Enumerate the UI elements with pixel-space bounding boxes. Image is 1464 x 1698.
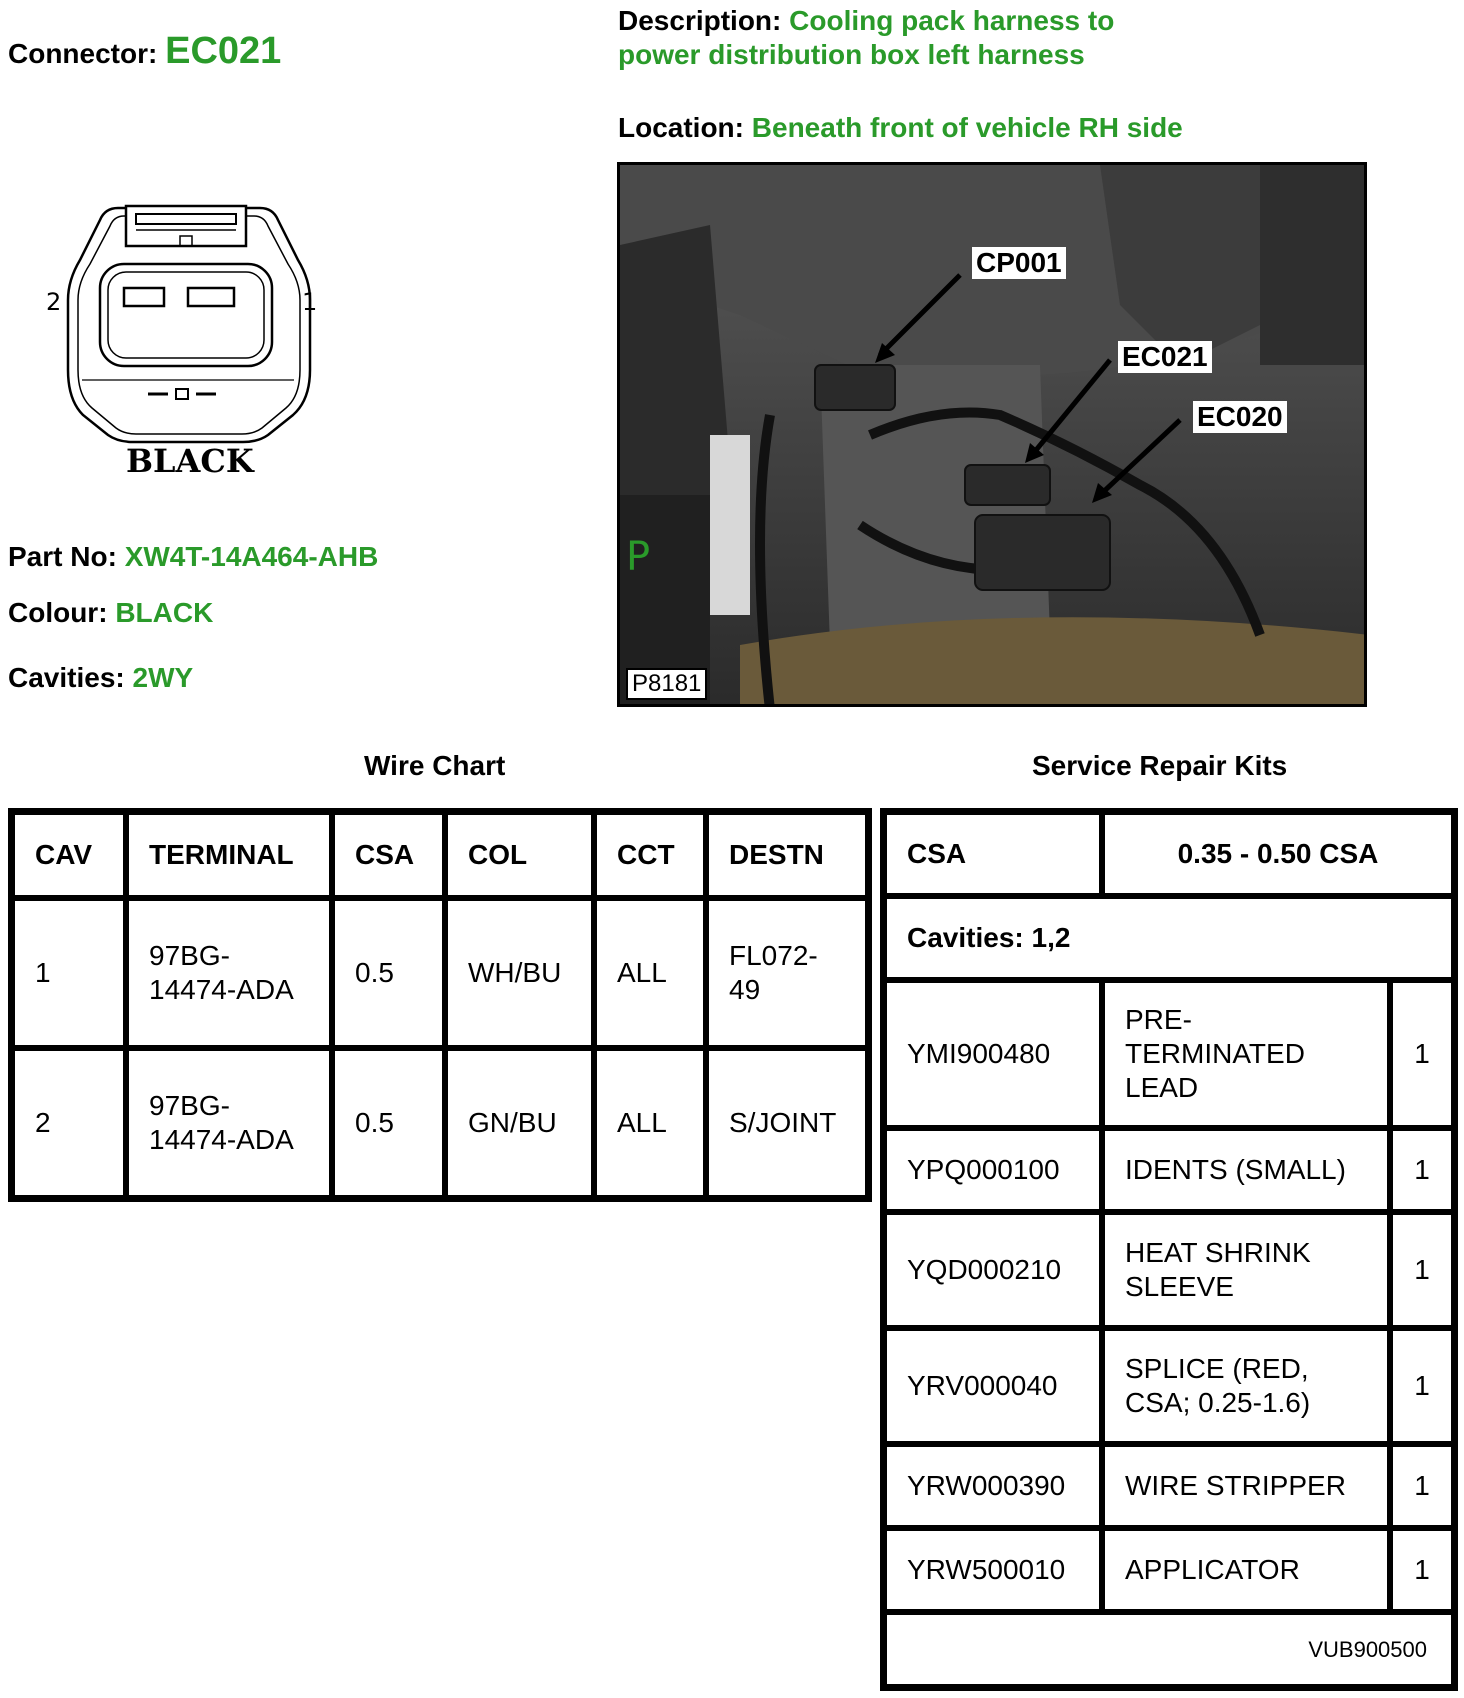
repair-kits-table [880, 808, 1458, 1691]
kit-code: YRW500010 [884, 1528, 1102, 1612]
kit-csa-label: CSA [884, 812, 1102, 896]
header-destn: DESTN [706, 812, 868, 898]
header-col: COL [445, 812, 594, 898]
kit-desc: SPLICE (RED, CSA; 0.25-1.6) [1102, 1328, 1390, 1444]
header-cct: CCT [594, 812, 706, 898]
callout-cp001: CP001 [972, 247, 1066, 279]
kit-cavities-row [884, 896, 1454, 980]
header-cav: CAV [12, 812, 126, 898]
table-row [12, 898, 868, 1048]
connector-colour-caption: BLACK [126, 442, 254, 480]
list-item [884, 980, 1454, 1128]
colour [8, 597, 213, 629]
kit-reference: VUB900500 [884, 1612, 1454, 1687]
kit-csa-row [884, 812, 1454, 896]
list-item [884, 1328, 1454, 1444]
kit-qty: 1 [1390, 1528, 1454, 1612]
kit-desc: APPLICATOR [1102, 1528, 1390, 1612]
kit-desc: PRE-TERMINATED LEAD [1102, 980, 1390, 1128]
wire-chart-table [8, 808, 872, 1202]
connector-label: Connector: [8, 38, 158, 69]
kit-reference-row [884, 1612, 1454, 1687]
kit-qty: 1 [1390, 1128, 1454, 1212]
callout-ec020: EC020 [1193, 401, 1287, 433]
header-csa: CSA [332, 812, 445, 898]
kit-desc: WIRE STRIPPER [1102, 1444, 1390, 1528]
kit-desc: HEAT SHRINK SLEEVE [1102, 1212, 1390, 1328]
cell-csa: 0.5 [332, 898, 445, 1048]
part-no [8, 541, 378, 573]
description [618, 4, 1178, 72]
cell-destn: FL072-49 [706, 898, 868, 1048]
cell-cct: ALL [594, 1048, 706, 1198]
location-label: Location: [618, 112, 744, 143]
cavities-value: 2WY [132, 662, 194, 693]
cell-terminal: 97BG-14474-ADA [126, 1048, 332, 1198]
list-item [884, 1528, 1454, 1612]
cell-col: WH/BU [445, 898, 594, 1048]
wire-chart-title: Wire Chart [364, 750, 506, 781]
connector-value: EC021 [165, 30, 282, 72]
kit-code: YPQ000100 [884, 1128, 1102, 1212]
latch [126, 206, 246, 246]
kit-qty: 1 [1390, 980, 1454, 1128]
list-item [884, 1444, 1454, 1528]
colour-value: BLACK [115, 597, 214, 628]
description-label: Description: [618, 5, 782, 36]
kit-code: YRW000390 [884, 1444, 1102, 1528]
cavity-1 [188, 288, 234, 306]
connector-inner-outline [78, 216, 300, 434]
kit-code: YMI900480 [884, 980, 1102, 1128]
cell-cav: 2 [12, 1048, 126, 1198]
header-terminal: TERMINAL [126, 812, 332, 898]
list-item [884, 1212, 1454, 1328]
description-value: Cooling pack harness to power distribution box left harness [618, 5, 1115, 70]
cavity-2 [124, 288, 164, 306]
kit-cavities: Cavities: 1,2 [884, 896, 1454, 980]
kit-qty: 1 [1390, 1444, 1454, 1528]
connector-face-diagram [38, 200, 328, 490]
cell-csa: 0.5 [332, 1048, 445, 1198]
list-item [884, 1128, 1454, 1212]
kit-qty: 1 [1390, 1328, 1454, 1444]
cell-destn: S/JOINT [706, 1048, 868, 1198]
cell-cav: 1 [12, 898, 126, 1048]
location-value: Beneath front of vehicle RH side [751, 112, 1183, 143]
cell-terminal: 97BG-14474-ADA [126, 898, 332, 1048]
location-photo [617, 162, 1367, 707]
repair-kits-title: Service Repair Kits [1032, 750, 1288, 781]
cell-col: GN/BU [445, 1048, 594, 1198]
photo-marking: P [626, 534, 651, 580]
part-no-label: Part No: [8, 541, 117, 572]
table-row [12, 1048, 868, 1198]
pin-2-label: 2 [46, 288, 62, 316]
callout-ec021: EC021 [1118, 341, 1212, 373]
photo-id: P8181 [626, 668, 707, 700]
kit-qty: 1 [1390, 1212, 1454, 1328]
pin-1-label: 1 [302, 288, 318, 316]
kit-code: YRV000040 [884, 1328, 1102, 1444]
kit-desc: IDENTS (SMALL) [1102, 1128, 1390, 1212]
wire-chart-header-row [12, 812, 868, 898]
kit-code: YQD000210 [884, 1212, 1102, 1328]
connector-heading [8, 30, 281, 73]
location [618, 112, 1183, 144]
inner-housing [100, 264, 272, 366]
kit-csa-range: 0.35 - 0.50 CSA [1102, 812, 1454, 896]
cavities [8, 662, 193, 694]
cavities-label: Cavities: [8, 662, 125, 693]
cell-cct: ALL [594, 898, 706, 1048]
part-no-value: XW4T-14A464-AHB [124, 541, 379, 572]
colour-label: Colour: [8, 597, 108, 628]
